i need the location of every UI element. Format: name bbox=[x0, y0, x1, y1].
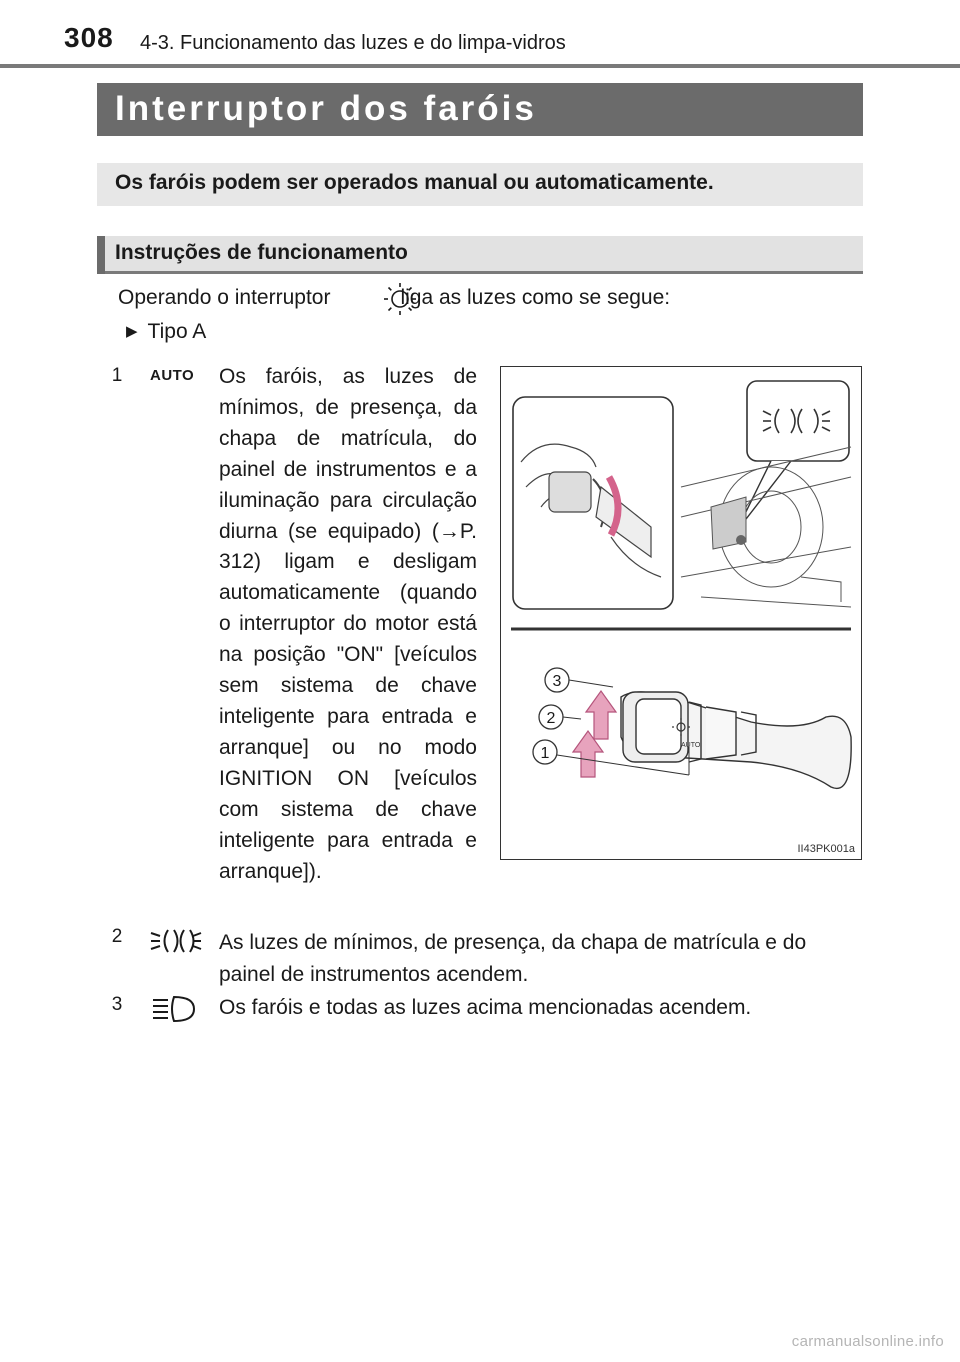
callout-2: 2 bbox=[546, 710, 556, 727]
light-switch-sun-icon bbox=[383, 282, 417, 316]
title-bar bbox=[97, 83, 863, 136]
chapter-title: 4-3. Funcionamento das luzes e do limpa-vidros bbox=[140, 32, 566, 54]
section-bar bbox=[97, 236, 863, 274]
figure-code: II43PK001a bbox=[797, 843, 855, 855]
callout-3: 3 bbox=[552, 673, 562, 690]
section-title: Instruções de funcionamento bbox=[115, 241, 408, 264]
headlights-icon bbox=[150, 994, 202, 1024]
intro-box bbox=[97, 163, 863, 206]
watermark: carmanualsonline.info bbox=[791, 1333, 944, 1350]
intro-text: Os faróis podem ser operados manual ou automaticamente. bbox=[115, 171, 714, 194]
figure-auto-label: AUTO bbox=[681, 742, 701, 749]
item-number-3: 3 bbox=[111, 994, 123, 1015]
item-1-text: Os faróis, as luzes de mínimos, de presença, da chapa de matrícula, do painel de instrumentos e a iluminação para circulação diurna (se equipado) (→P. 312) ligam e desligam automaticamente (quando o interruptor do motor está na posição "ON" [veículos sem sistema de chave inteligente para entrada e arranque] ou no modo IGNITION ON [veículos com sistema de chave inteligente para entrada e arranque]). bbox=[219, 365, 477, 883]
switch-figure bbox=[500, 366, 862, 860]
operating-text-before: Operando o interruptor bbox=[118, 286, 331, 309]
side-lights-icon bbox=[148, 926, 204, 956]
section-accent bbox=[97, 236, 105, 274]
type-label bbox=[126, 320, 206, 344]
header-rule bbox=[0, 64, 960, 68]
triangle-bullet-icon: ▶ bbox=[126, 323, 138, 340]
callout-1: 1 bbox=[540, 745, 550, 762]
switch-illustration bbox=[501, 367, 861, 859]
item-2-text: As luzes de mínimos, de presença, da chapa de matrícula e do painel de instrumentos acendem. bbox=[219, 931, 807, 986]
item-number-2: 2 bbox=[111, 926, 123, 947]
page-number: 308 bbox=[64, 22, 114, 53]
auto-label: AUTO bbox=[150, 367, 195, 384]
type-text: Tipo A bbox=[147, 320, 207, 343]
item-number-1: 1 bbox=[111, 365, 123, 386]
page-title: Interruptor dos faróis bbox=[115, 89, 537, 128]
item-3-text: Os faróis e todas as luzes acima mencionadas acendem. bbox=[219, 996, 752, 1019]
operating-text-after: liga as luzes como se segue: bbox=[400, 286, 671, 309]
